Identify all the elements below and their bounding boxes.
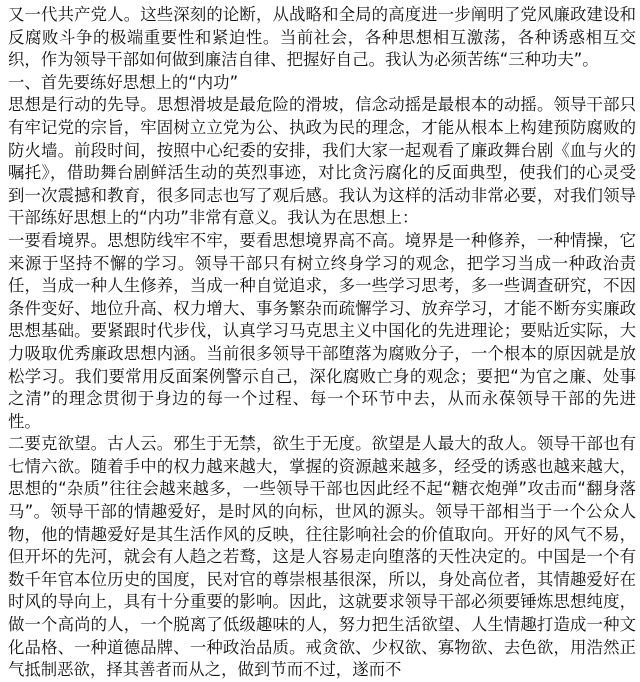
body-paragraph-desire: 二要克欲望。古人云。邪生于无禁，欲生于无度。欲望是人最大的敌人。领导干部也有七情六欲。随着手中的权力越来越大，掌握的资源越来越多，经受的诱惑也越来越大，思想的“杂质”往往会越来越多，一些领导干部也因此经不起“糖衣炮弹”攻击而“翻身落马”。领导干部的情趣爱好，是时风的向标，世风的源头。领导干部相当于一个公众人物，他的情趣爱好是其生活作风的反映，往往影响社会的价值取向。开好的风气不易，但开坏的先河，就会有人趋之若鹜，这是人容易走向堕落的天性决定的。中国是一个有数千年官本位历史的国度，民对官的尊崇根基很深，所以，身处高位者，其情趣爱好在时风的导向上，具有十分重要的影响。因此，这就要求领导干部必须要锤炼思想纯度，做一个高尚的人，一个脱离了低级趣味的人，努力把生活欲望、人生情趣打造成一种文化品格、一种道德品牌、一种政治品质。戒贪欲、少权欲、寡物欲、去色欲，用浩然正气抵制恶欲，择其善者而从之，做到节而不过，遂而不 <box>8 434 636 680</box>
intro-paragraph: 又一代共产党人。这些深刻的论断，从战略和全局的高度进一步阐明了党风廉政建设和反腐败斗争的极端重要性和紧迫性。当前社会，各种思想相互激荡，各种诱惑相互交织，作为领导干部如何做到廉洁自律、把握好自己。我认为必须苦练“三种功夫”。 <box>8 5 636 70</box>
body-paragraph-thought: 思想是行动的先导。思想滑坡是最危险的滑坡，信念动摇是最根本的动摇。领导干部只有牢记党的宗旨，牢固树立立党为公、执政为民的理念，才能从根本上构建预防腐败的防火墙。前段时间，按照中心纪委的安排，我们大家一起观看了廉政舞台剧《血与火的嘱托》，借助舞台剧鲜活生动的英烈事迹，对比贪污腐化的反面典型，使我们的心灵受到一次震撼和教育，很多同志也写了观后感。我认为这样的活动非常必要，对我们领导干部练好思想上的“内功”非常有意义。我认为在思想上： <box>8 95 636 228</box>
body-paragraph-realm: 一要看境界。思想防线牢不牢，要看思想境界高不高。境界是一种修养，一种情操，它来源于坚持不懈的学习。领导干部只有树立终身学习的观念，把学习当成一种政治责任，当成一种人生修养，当成一种自觉追求，多一些学习思考，多一些调查研究，不因条件变好、地位升高、权力增大、事务繁杂而疏懈学习、放弃学习，才能不断夯实廉政思想基础。要紧跟时代步伐，认真学习马克思主义中国化的先进理论；要贴近实际，大力吸取优秀廉政思想内涵。当前很多领导干部堕落为腐败分子，一个根本的原因就是放松学习。我们要常用反面案例警示自己，深化腐败亡身的观念；要把“为官之廉、处事之清”的理念贯彻于身边的每一个过程、每一个环节中去，从而永葆领导干部的先进性。 <box>8 230 636 431</box>
section-heading: 一、首先要练好思想上的“内功” <box>8 72 239 92</box>
